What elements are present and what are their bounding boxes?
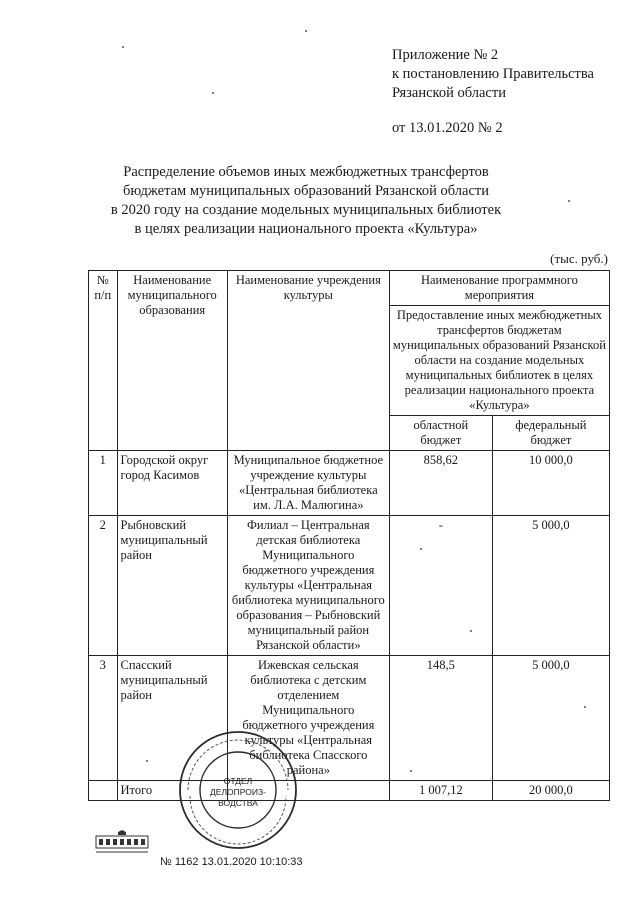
scan-speck [305, 30, 307, 32]
units-label: (тыс. руб.) [550, 251, 608, 266]
appendix-block [392, 46, 594, 138]
scan-speck [584, 706, 586, 708]
office-stamp [176, 728, 300, 852]
row-municipality: Спасский муниципальный район [117, 656, 227, 781]
header-institution: Наименование учреждения культуры [227, 271, 389, 451]
header-row [89, 271, 610, 306]
stamp-center-line-2: ДЕЛОПРОИЗ- [210, 787, 266, 797]
title-line-2: бюджетам муниципальных образований Рязанской области [122, 183, 490, 199]
row-regional: 148,5 [389, 656, 492, 781]
header-num: № п/п [89, 271, 118, 451]
header-regional: областной бюджет [389, 416, 492, 451]
title-line-3: в 2020 году на создание модельных муниципальных библиотек [110, 202, 502, 218]
total-federal: 20 000,0 [492, 781, 609, 801]
header-federal: федеральный бюджет [492, 416, 609, 451]
title-line-1: Распределение объемов иных межбюджетных трансфертов [123, 164, 489, 180]
scan-speck [122, 46, 124, 48]
scan-speck [568, 200, 570, 202]
stamp-center-line-1: ОТДЕЛ [223, 776, 253, 786]
scan-speck [410, 770, 412, 772]
row-federal: 5 000,0 [492, 516, 609, 656]
total-num-cell [89, 781, 118, 801]
table-row [89, 656, 610, 781]
total-regional: 1 007,12 [389, 781, 492, 801]
scan-speck [146, 760, 148, 762]
row-institution: Ижевская сельская библиотека с детским отделением Муниципального бюджетного учреждения культуры «Центральная библиотека Спасского района» [227, 656, 389, 781]
header-program-detail: Предоставление иных межбюджетных трансфертов бюджетам муниципальных образований Рязанской области на создание модельных муниципальных библиотек в целях реализации национального проекта «Культура» [389, 306, 609, 416]
row-municipality: Городской округ город Касимов [117, 451, 227, 516]
row-federal: 5 000,0 [492, 656, 609, 781]
row-institution: Филиал – Центральная детская библиотека Муниципального бюджетного учреждения культуры «Центральная библиотека муниципального образования – Рыбновский муниципальный район Рязанской области» [227, 516, 389, 656]
document-title [96, 163, 516, 239]
stamp-center-line-3: ВОДСТВА [218, 798, 258, 808]
scan-speck [212, 92, 214, 94]
row-regional: 858,62 [389, 451, 492, 516]
table-row [89, 451, 610, 516]
header-municipality: Наименование муниципального образования [117, 271, 227, 451]
appendix-date: от 13.01.2020 № 2 [392, 120, 503, 136]
row-federal: 10 000,0 [492, 451, 609, 516]
table-row [89, 516, 610, 656]
appendix-line-2: к постановлению Правительства [392, 66, 594, 82]
row-num: 3 [89, 656, 118, 781]
row-num: 1 [89, 451, 118, 516]
distribution-table [88, 270, 610, 801]
row-num: 2 [89, 516, 118, 656]
registry-mark-icon [94, 830, 150, 858]
appendix-line-1: Приложение № 2 [392, 47, 499, 63]
appendix-line-3: Рязанской области [392, 85, 506, 101]
scan-speck [420, 548, 422, 550]
row-regional: - [389, 516, 492, 656]
header-program: Наименование программного мероприятия [389, 271, 609, 306]
row-municipality: Рыбновский муниципальный район [117, 516, 227, 656]
total-label: Итого [117, 781, 227, 801]
title-line-4: в целях реализации национального проекта «Культура» [134, 221, 478, 237]
scan-speck [470, 630, 472, 632]
row-institution: Муниципальное бюджетное учреждение культуры «Центральная библиотека им. Л.А. Малюгина» [227, 451, 389, 516]
registration-number: № 1162 13.01.2020 10:10:33 [160, 856, 303, 868]
total-row [89, 781, 610, 801]
